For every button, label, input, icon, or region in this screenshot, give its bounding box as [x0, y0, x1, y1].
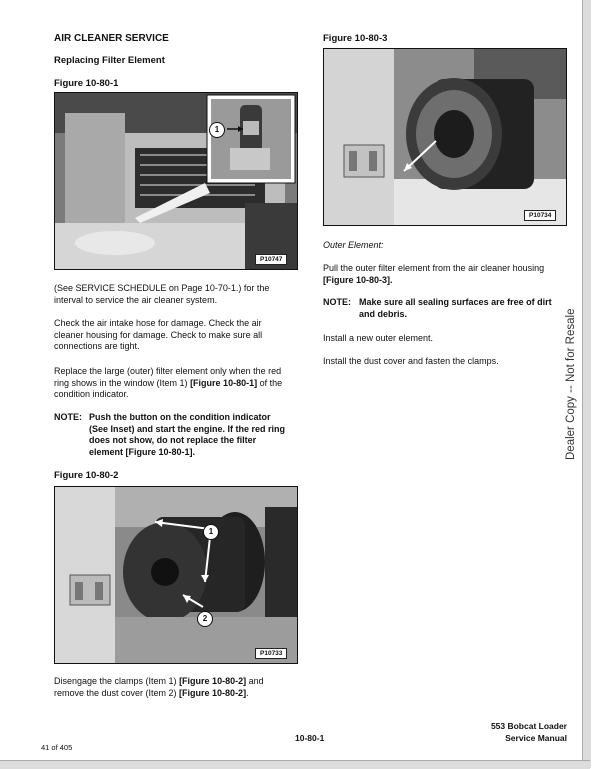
- text-run: and: [246, 676, 264, 686]
- figure-1-callout-1: 1: [209, 122, 225, 138]
- para-replace-element: [54, 366, 296, 401]
- text-run: remove the dust cover (Item 2): [54, 687, 180, 698]
- para-line: interval to service the air cleaner system.: [54, 294, 218, 305]
- page-count: 41 of 405: [41, 743, 73, 752]
- figure-3-code: P10734: [524, 210, 556, 221]
- footer-manual: Service Manual: [505, 733, 567, 743]
- footer-product: 553 Bobcat Loader: [490, 721, 567, 731]
- note-line: element [Figure 10-80-1].: [89, 446, 196, 457]
- figure-1-code: P10747: [255, 254, 287, 265]
- para-install-cover: Install the dust cover and fasten the clamps.: [323, 356, 499, 366]
- figure-reference: [Figure 10-80-1]: [190, 377, 258, 388]
- note-line: does not show, do not replace the filter: [89, 435, 257, 445]
- para-install-element: Install a new outer element.: [323, 333, 434, 343]
- note-line: (See Inset) and start the engine. If the red ring: [89, 423, 286, 434]
- para-line: Pull the outer filter element from the air cleaner housing: [323, 263, 545, 273]
- subsection-title: Replacing Filter Element: [54, 55, 165, 66]
- section-title: AIR CLEANER SERVICE: [54, 33, 169, 44]
- para-line: [54, 676, 296, 688]
- text-run: Disengage the clamps (Item 1): [54, 676, 180, 686]
- para-line: connections are tight.: [54, 341, 140, 351]
- figure-1-photo: [54, 92, 298, 270]
- para-line: Check the air intake hose for damage. Check the air: [54, 318, 262, 328]
- para-line: (See SERVICE SCHEDULE on Page 10-70-1.) for the: [54, 283, 270, 293]
- figure-3-photo: [323, 48, 567, 226]
- para-line: cleaner housing for damage. Check to make sure all: [54, 329, 263, 340]
- page-edge-right: [582, 0, 591, 768]
- figure-reference: [Figure 10-80-2]: [179, 676, 247, 686]
- para-service-schedule: [54, 283, 296, 306]
- figure-2-photo: [54, 486, 298, 664]
- footer-page-code: 10-80-1: [295, 733, 325, 743]
- note-sealing-surfaces: [323, 297, 569, 320]
- note-label: NOTE:: [54, 412, 82, 422]
- dealer-copy-watermark: Dealer Copy -- Not for Resale: [565, 308, 577, 460]
- para-pull-outer: [323, 263, 569, 286]
- para-disengage-clamps: [54, 676, 296, 699]
- note-label: NOTE:: [323, 297, 351, 307]
- figure-2-code: P10733: [255, 648, 287, 659]
- para-line: [54, 688, 296, 700]
- text-run: of the: [257, 377, 283, 388]
- figure-2-label: Figure 10-80-2: [54, 470, 119, 481]
- para-check-hose: [54, 318, 296, 353]
- note-line: and debris.: [359, 308, 408, 319]
- para-line: [54, 378, 296, 390]
- figure-3-label: Figure 10-80-3: [323, 33, 388, 44]
- text-run: ring shows in the window (Item 1): [54, 377, 191, 388]
- figure-2-callout-1: 1: [203, 524, 219, 540]
- figure-reference: [Figure 10-80-2]: [179, 687, 247, 698]
- figure-1-label: Figure 10-80-1: [54, 78, 119, 89]
- note-line: Push the button on the condition indicator: [89, 412, 271, 422]
- para-line: Replace the large (outer) filter element only when the red: [54, 366, 282, 376]
- note-condition-indicator: [54, 412, 296, 458]
- text-run: .: [246, 687, 249, 698]
- outer-element-heading: Outer Element:: [323, 240, 384, 250]
- figure-reference: [Figure 10-80-3].: [323, 274, 393, 285]
- note-line: Make sure all sealing surfaces are free of dirt: [359, 297, 552, 307]
- para-line: condition indicator.: [54, 389, 129, 399]
- figure-2-callout-2: 2: [197, 611, 213, 627]
